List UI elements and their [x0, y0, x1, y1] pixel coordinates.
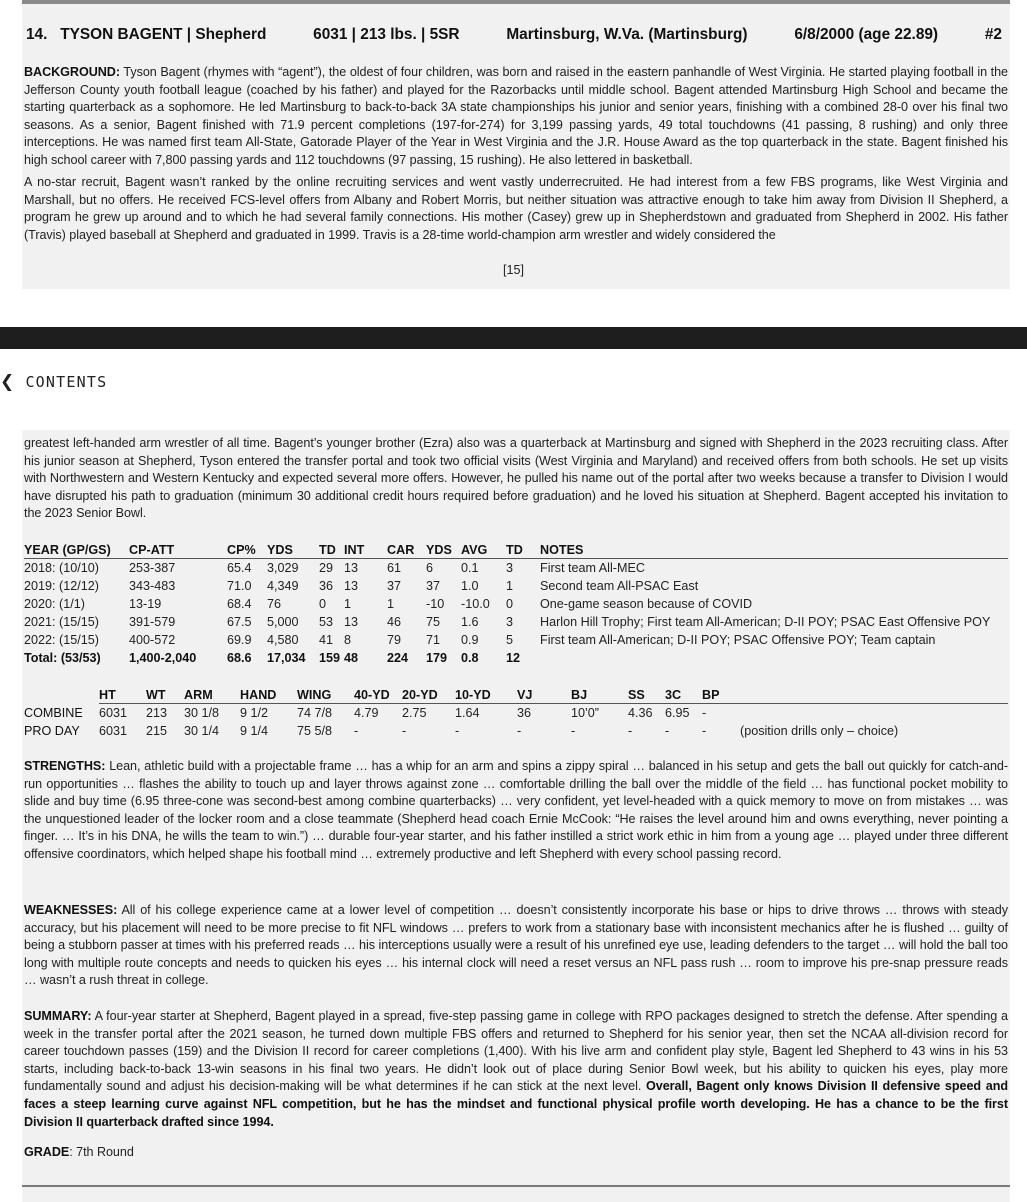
total-cell: 159 — [319, 651, 341, 665]
season-row — [24, 577, 1008, 595]
stat-cell: -10.0 — [461, 597, 490, 611]
player-rank: 14. — [26, 26, 48, 43]
player-name: TYSON BAGENT | Shepherd — [60, 26, 267, 43]
column-header: HAND — [240, 687, 297, 704]
testing-cell: - — [402, 724, 407, 738]
column-header: 20-YD — [402, 687, 455, 704]
stat-cell: 0 — [319, 597, 327, 611]
column-header: AVG — [461, 542, 506, 559]
total-cell: 179 — [426, 651, 448, 665]
testing-cell: 215 — [146, 724, 168, 738]
testing-table — [24, 687, 1008, 740]
stat-cell: 5 — [506, 633, 514, 647]
testing-cell: 36 — [517, 706, 532, 720]
column-header: 3C — [665, 687, 702, 704]
stat-cell: 68.4 — [227, 597, 252, 611]
stat-cell: 3 — [506, 561, 514, 575]
testing-cell: 30 1/8 — [184, 706, 220, 720]
testing-cell: 4.36 — [628, 706, 653, 720]
testing-cell: 4.79 — [354, 706, 379, 720]
testing-cell: 6031 — [99, 724, 128, 738]
column-header: YDS — [426, 542, 461, 559]
testing-row — [24, 722, 1008, 740]
summary-paragraph — [24, 1008, 1008, 1131]
column-header: YDS — [267, 542, 319, 559]
contents-nav-button[interactable] — [0, 372, 107, 392]
stat-cell: 69.9 — [227, 633, 252, 647]
testing-cell: 9 1/2 — [240, 706, 269, 720]
grade-value: : 7th Round — [69, 1145, 134, 1159]
testing-cell: 213 — [146, 706, 168, 720]
report-page-top — [22, 0, 1010, 289]
total-cell: 224 — [387, 651, 409, 665]
stat-cell: -10 — [426, 597, 445, 611]
grade-label: GRADE — [24, 1145, 70, 1159]
stat-cell: 75 — [426, 615, 441, 629]
testing-note — [740, 704, 1008, 723]
season-notes: One-game season because of COVID — [540, 597, 753, 611]
stat-cell: 4,349 — [267, 579, 299, 593]
player-rank-name — [26, 26, 266, 44]
grade-line — [24, 1144, 1008, 1162]
stat-cell: 0.1 — [461, 561, 479, 575]
background-text-1: Tyson Bagent (rhymes with “agent”), the oldest of four children, was born and raised in the eastern panhandle of West Virginia. He started playing football in the Jefferson County youth football league (coached by his father) and played for the Razorbacks until middle school. Bagent attended Martinsburg High School and became the starting quarterback as a sophomore. He led Martinsburg to back-to-back 3A state championships his junior and senior years, finishing with a combined 28-0 over his final two seasons. As a senior, Bagent finished with 71.9 percent completions (197-for-274) for 3,199 passing yards, 49 total touchdowns (41 passing, 8 rushing) and only three interceptions. He was named first team All-State, Gatorade Player of the Year in West Virginia and the J.R. House Award as the top quarterback in the state. Bagent finished his high school career with 7,800 passing yards and 112 touchdowns (97 passing, 15 rushing). He also lettered in basketball. — [24, 65, 1008, 167]
stat-cell: 29 — [319, 561, 334, 575]
stat-cell: 36 — [319, 579, 334, 593]
season-label: 2018: (10/10) — [24, 561, 99, 575]
season-row — [24, 631, 1008, 649]
season-notes: Second team All-PSAC East — [540, 579, 699, 593]
total-cell: 48 — [344, 651, 359, 665]
total-row — [24, 649, 1008, 667]
testing-cell: - — [571, 724, 576, 738]
stat-cell: 4,580 — [267, 633, 299, 647]
column-header: VJ — [517, 687, 571, 704]
column-header: TD — [506, 542, 540, 559]
stat-cell: 1 — [344, 597, 352, 611]
testing-cell: 6.95 — [665, 706, 690, 720]
testing-cell: - — [702, 724, 707, 738]
testing-cell: 30 1/4 — [184, 724, 220, 738]
background-label: BACKGROUND: — [24, 65, 120, 79]
weaknesses-text: All of his college experience came at a lower level of competition … doesn’t consistently incorporate his base or hips to drive throws … throws with steady accuracy, but his placement will need to be more precise to fit NFL windows … prefers to work from a stationary base with inconsistent mechanics after he is flushed … guilty of being a stubborn passer at times with his preferred reads … his interceptions usually were a result of his unrefined eye use, leading defenders to the target … will hold the ball too long with multiple route concepts and needs to quicken his eyes … his internal clock will need a reset versus an NFL pass rush … room to improve his pre-snap pressure reads … wasn’t a rush threat in college. — [24, 903, 1008, 988]
stat-cell: 13 — [344, 615, 359, 629]
report-page-bottom — [22, 430, 1010, 1202]
weaknesses-label: WEAKNESSES: — [24, 903, 118, 917]
column-header: NOTES — [540, 542, 1008, 559]
total-cell: 0.8 — [461, 651, 479, 665]
summary-label: SUMMARY: — [24, 1009, 92, 1023]
testing-row — [24, 704, 1008, 723]
column-header — [24, 687, 99, 704]
column-header: CP% — [227, 542, 267, 559]
column-header: INT — [344, 542, 387, 559]
season-row — [24, 613, 1008, 631]
season-row — [24, 559, 1008, 578]
stat-cell: 1.0 — [461, 579, 479, 593]
stat-cell: 0.9 — [461, 633, 479, 647]
season-notes: Harlon Hill Trophy; First team All-American; D-II POY; PSAC East Offensive POY — [540, 615, 991, 629]
total-cell: 68.6 — [227, 651, 252, 665]
strengths-label: STRENGTHS: — [24, 759, 106, 773]
testing-cell: 9 1/4 — [240, 724, 269, 738]
total-cell: 17,034 — [267, 651, 306, 665]
stat-cell: 61 — [387, 561, 402, 575]
column-header: 40-YD — [354, 687, 402, 704]
strengths-paragraph — [24, 758, 1008, 864]
column-header: YEAR (GP/GS) — [24, 542, 129, 559]
stat-cell: 67.5 — [227, 615, 252, 629]
season-label: 2020: (1/1) — [24, 597, 85, 611]
stat-cell: 391-579 — [129, 615, 176, 629]
player-hometown: Martinsburg, W.Va. (Martinsburg) — [506, 26, 748, 43]
background-paragraph-1 — [24, 64, 1008, 170]
stat-cell: 76 — [267, 597, 282, 611]
column-header: BP — [702, 687, 740, 704]
stat-cell: 53 — [319, 615, 334, 629]
season-notes: First team All-MEC — [540, 561, 645, 575]
background-text-3: greatest left-handed arm wrestler of all time. Bagent’s younger brother (Ezra) also was a quarterback at Martinsburg and signed with Shepherd in the 2023 recruiting class. After his junior season at Shepherd, Tyson entered the transfer portal and took two official visits (West Virginia and Maryland) and received offers from both schools. He set up visits with Northwestern and Western Kentucky and expected several more offers. However, he pulled his name out of the portal after two weeks because a transfer to Division I would have disrupted his path to graduation (minimum 30 additional credit hours required before graduation) and he loved his situation at Shepherd. Bagent accepted his invitation to the 2023 Senior Bowl. — [24, 436, 1008, 521]
background-paragraph-3 — [24, 435, 1008, 523]
column-header: CP-ATT — [129, 542, 227, 559]
stat-cell: 37 — [387, 579, 402, 593]
position-rank: #2 — [984, 26, 1002, 43]
stat-cell: 0 — [506, 597, 514, 611]
column-header: TD — [319, 542, 344, 559]
stat-cell: 343-483 — [129, 579, 176, 593]
stat-cell: 3 — [506, 615, 514, 629]
player-header — [26, 26, 1002, 44]
column-header: HT — [99, 687, 146, 704]
total-label: Total: (53/53) — [24, 651, 101, 665]
background-text-2: A no-star recruit, Bagent wasn’t ranked by the online recruiting services and went vastly underrecruited. He had interest from a few FBS programs, like West Virginia and Marshall, but no offers. He received FCS-level offers from Albany and Robert Morris, but neither situation was attractive enough to take him away from Division II Shepherd, a program he grew up around and to which he had several family connections. His mother (Casey) grew up in Shepherdstown and graduated from Shepherd in 2002. His father (Travis) played baseball at Shepherd and graduated in 1999. Travis is a 28-time world-champion arm wrestler and widely considered the — [24, 175, 1008, 242]
testing-note: (position drills only – choice) — [740, 724, 899, 738]
stat-cell: 400-572 — [129, 633, 176, 647]
season-row — [24, 595, 1008, 613]
stat-cell: 1 — [506, 579, 514, 593]
stat-cell: 41 — [319, 633, 334, 647]
testing-row-label: PRO DAY — [24, 724, 80, 738]
season-notes: First team All-American; D-II POY; PSAC Offensive POY; Team captain — [540, 633, 936, 647]
testing-row-label: COMBINE — [24, 705, 83, 720]
stat-cell: 6 — [426, 561, 434, 575]
strengths-text: Lean, athletic build with a projectable frame … has a whip for an arm and spins a zippy spiral … balanced in his setup and gets the ball out quickly for catch-and-run opportunities … flashes the ability to touch up and layer throws against zone … comfortable drilling the ball over the middle of the field … has functional pocket mobility to slide and buy time (6.95 three-cone was second-best among combine quarterbacks) … very confident, yet level-headed with a quick memory to move on from mistakes … was the unquestioned leader of the locker room and a close teammate (Shepherd head coach Ernie McCook: “He raises the level around him and owns everything, never pointing a finger. … It’s in his DNA, he wills the team to win.”) … durable four-year starter, and his father instilled a strict work ethic in him from a young age … played under three different offensive coordinators, which helped shape his football mind … extremely productive and left Shepherd with every school passing record. — [24, 759, 1008, 861]
season-label: 2021: (15/15) — [24, 615, 99, 629]
stat-cell: 1 — [387, 597, 395, 611]
weaknesses-paragraph — [24, 902, 1008, 990]
testing-header-row — [24, 687, 1008, 704]
testing-cell: 10’0” — [571, 706, 600, 720]
stat-cell: 37 — [426, 579, 441, 593]
testing-cell: - — [702, 706, 707, 720]
column-header: 10-YD — [455, 687, 517, 704]
career-stats-header-row — [24, 542, 1008, 559]
background-paragraph-2 — [24, 174, 1008, 244]
column-header: SS — [628, 687, 665, 704]
stat-cell: 13 — [344, 579, 359, 593]
stat-cell: 71 — [426, 633, 441, 647]
stat-cell: 3,029 — [267, 561, 299, 575]
stat-cell: 5,000 — [267, 615, 299, 629]
stat-cell: 71.0 — [227, 579, 252, 593]
stat-cell: 46 — [387, 615, 402, 629]
season-label: 2019: (12/12) — [24, 579, 99, 593]
total-cell: 1,400-2,040 — [129, 651, 197, 665]
summary-bold-text: Overall, Bagent only knows Division II defensive speed and faces a steep learning curve against NFL competition, but he has the mindset and functional physical profile worth developing. He has a chance to be the first Division II quarterback drafted since 1994. — [24, 1079, 1008, 1129]
testing-cell: - — [517, 724, 522, 738]
player-birthdate: 6/8/2000 (age 22.89) — [794, 26, 939, 43]
stat-cell: 253-387 — [129, 561, 176, 575]
stat-cell: 1.6 — [461, 615, 479, 629]
stat-cell: 79 — [387, 633, 402, 647]
bottom-rule — [22, 1185, 1010, 1187]
career-stats-table — [24, 542, 1008, 667]
column-header — [740, 687, 1008, 704]
summary-text: A four-year starter at Shepherd, Bagent played in a spread, five-step passing game in college with RPO packages designed to stretch the defense. After spending a week in the transfer portal after the 2021 season, he turned down multiple FBS offers and returned to Shepherd for his senior year, then set the NCAA all-division record for career touchdown passes (159) and the Division II record for career completions (1,400). With his live arm and confident play style, Bagent led Shepherd to 43 wins in his 53 starts, including back-to-back 13-win seasons in his final two years. He didn’t look out of place during Senior Bowl week, but his ability to quicken his eyes, play more fundamentally sound and adjust his decision-making will be what determines if he can stick at the next level. — [24, 1009, 1008, 1094]
column-header: BJ — [571, 687, 628, 704]
testing-cell: - — [354, 724, 359, 738]
testing-cell: 2.75 — [402, 706, 427, 720]
chevron-left-icon[interactable]: ❮ — [0, 372, 16, 392]
total-cell — [540, 649, 1008, 667]
column-header: CAR — [387, 542, 426, 559]
column-header: WING — [297, 687, 354, 704]
column-header: ARM — [184, 687, 240, 704]
stat-cell: 65.4 — [227, 561, 252, 575]
stat-cell: 8 — [344, 633, 352, 647]
player-measurables: 6031 | 213 lbs. | 5SR — [313, 26, 460, 43]
testing-cell: 74 7/8 — [297, 706, 333, 720]
testing-cell: - — [455, 724, 460, 738]
total-cell: 12 — [506, 651, 521, 665]
page-divider-bar — [0, 327, 1027, 349]
column-header: WT — [146, 687, 184, 704]
contents-label[interactable]: CONTENTS — [25, 373, 108, 391]
testing-cell: 1.64 — [455, 706, 480, 720]
testing-cell: 6031 — [99, 706, 128, 720]
testing-cell: 75 5/8 — [297, 724, 333, 738]
testing-cell: - — [665, 724, 670, 738]
stat-cell: 13-19 — [129, 597, 162, 611]
stat-cell: 13 — [344, 561, 359, 575]
season-label: 2022: (15/15) — [24, 633, 99, 647]
testing-cell: - — [628, 724, 633, 738]
page-number: [15] — [502, 263, 524, 277]
